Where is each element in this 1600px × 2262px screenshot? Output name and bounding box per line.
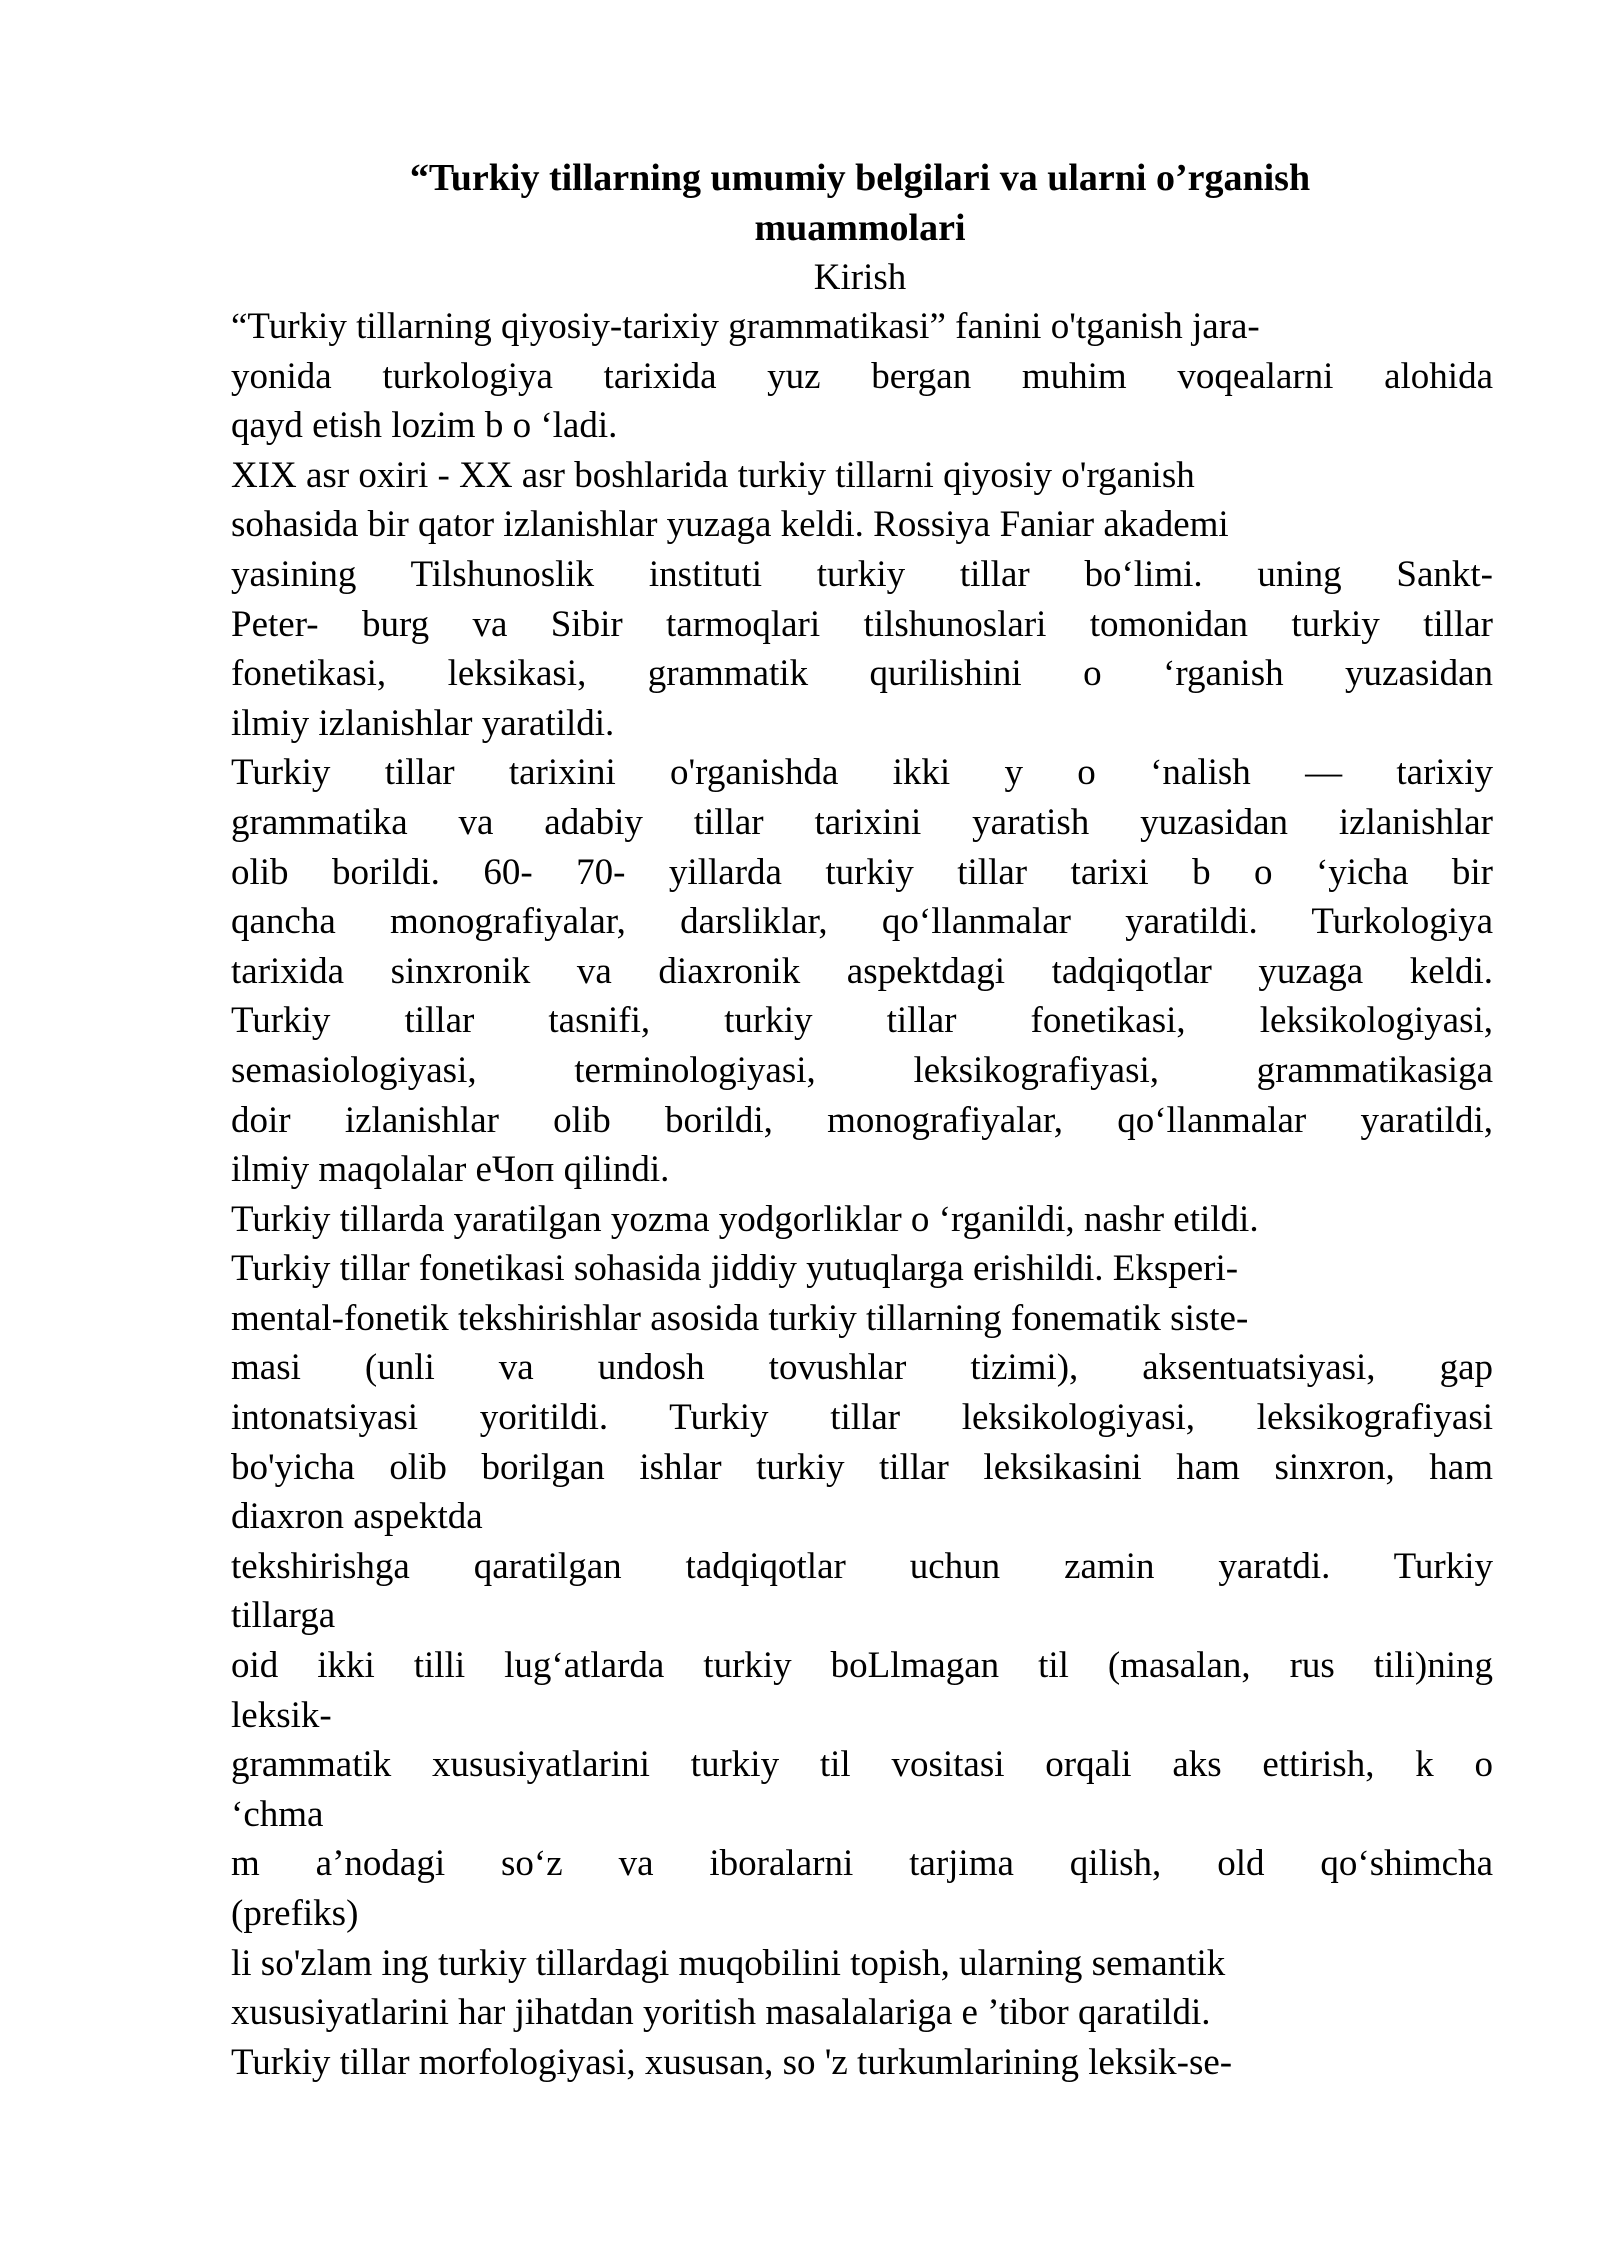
- text-line: fonetikasi, leksikasi, grammatik qurilishini o ‘rganish yuzasidan: [231, 653, 1493, 695]
- text-line: oid ikki tilli lug‘atlarda turkiy boLlmagan til (masalan, rus tili)ning: [231, 1645, 1493, 1687]
- text-line: ‘chma: [231, 1793, 324, 1835]
- body-text: [231, 302, 1493, 2087]
- text-line: tillarga: [231, 1595, 336, 1637]
- text-line: leksik-: [231, 1694, 332, 1736]
- text-line: semasiologiyasi, terminologiyasi, leksikografiyasi, grammatikasiga: [231, 1049, 1493, 1091]
- text-line: Peter- burg va Sibir tarmoqlari tilshunoslari tomonidan turkiy tillar: [231, 603, 1493, 645]
- text-line: ilmiy maqolalar eЧоп qilindi.: [231, 1149, 670, 1191]
- text-line: doir izlanishlar olib borildi, monografiyalar, qo‘llanmalar yaratildi,: [231, 1099, 1493, 1141]
- text-line: XIX asr oxiri - XX asr boshlarida turkiy tillarni qiyosiy o'rganish: [231, 454, 1195, 496]
- text-line: xususiyatlarini har jihatdan yoritish masalalariga e ’tibor qaratildi.: [231, 1992, 1211, 2034]
- text-line: diaxron aspektda: [231, 1496, 483, 1538]
- text-line: Turkiy tillar tasnifi, turkiy tillar fonetikasi, leksikologiyasi,: [231, 1000, 1493, 1042]
- text-line: Turkiy tillar tarixini o'rganishda ikki y o ‘nalish — tarixiy: [231, 752, 1493, 794]
- text-line: tarixida sinxronik va diaxronik aspektdagi tadqiqotlar yuzaga keldi.: [231, 950, 1493, 992]
- text-line: qancha monografiyalar, darsliklar, qo‘llanmalar yaratildi. Turkologiya: [231, 901, 1493, 943]
- text-line: Turkiy tillar fonetikasi sohasida jiddiy yutuqlarga erishildi. Eksperi-: [231, 1248, 1239, 1290]
- text-line: mental-fonetik tekshirishlar asosida turkiy tillarning fonematik siste-: [231, 1297, 1249, 1339]
- text-line: Turkiy tillarda yaratilgan yozma yodgorliklar o ‘rganildi, nashr etildi.: [231, 1198, 1259, 1240]
- text-line: yasining Tilshunoslik instituti turkiy tillar bo‘limi. uning Sankt-: [231, 553, 1493, 595]
- document-title-line-2: muammolari: [754, 207, 966, 249]
- text-line: Turkiy tillar morfologiyasi, xususan, so 'z turkumlarining leksik-se-: [231, 2041, 1233, 2083]
- text-line: grammatik xususiyatlarini turkiy til vositasi orqali aks ettirish, k o: [231, 1744, 1493, 1786]
- text-line: li so'zlam ing turkiy tillardagi muqobilini topish, ularning semantik: [231, 1942, 1226, 1984]
- text-line: “Turkiy tillarning qiyosiy-tarixiy grammatikasi” fanini o'tganish jara-: [231, 306, 1260, 347]
- section-heading: Kirish: [813, 257, 907, 298]
- text-line: m a’nodagi so‘z va iboralarni tarjima qilish, old qo‘shimcha: [231, 1843, 1493, 1885]
- text-line: bo'yicha olib borilgan ishlar turkiy tillar leksikasini ham sinxron, ham: [231, 1446, 1493, 1488]
- text-line: intonatsiyasi yoritildi. Turkiy tillar leksikologiyasi, leksikografiyasi: [231, 1397, 1493, 1439]
- text-line: olib borildi. 60- 70- yillarda turkiy tillar tarixi b o ‘yicha bir: [231, 851, 1493, 893]
- text-line: tekshirishga qaratilgan tadqiqotlar uchun zamin yaratdi. Turkiy: [231, 1545, 1493, 1587]
- document-title-line-1: “Turkiy tillarning umumiy belgilari va ularni o’rganish: [409, 157, 1311, 199]
- text-line: grammatika va adabiy tillar tarixini yaratish yuzasidan izlanishlar: [231, 801, 1493, 843]
- text-line: (prefiks): [231, 1893, 359, 1934]
- text-line: ilmiy izlanishlar yaratildi.: [231, 702, 615, 744]
- text-line: sohasida bir qator izlanishlar yuzaga keldi. Rossiya Faniar akademi: [231, 504, 1229, 546]
- text-line: qayd etish lozim b o ‘ladi.: [231, 405, 618, 447]
- text-line: yonida turkologiya tarixida yuz bergan muhim voqealarni alohida: [231, 355, 1493, 397]
- text-line: masi (unli va undosh tovushlar tizimi), aksentuatsiyasi, gap: [231, 1347, 1493, 1389]
